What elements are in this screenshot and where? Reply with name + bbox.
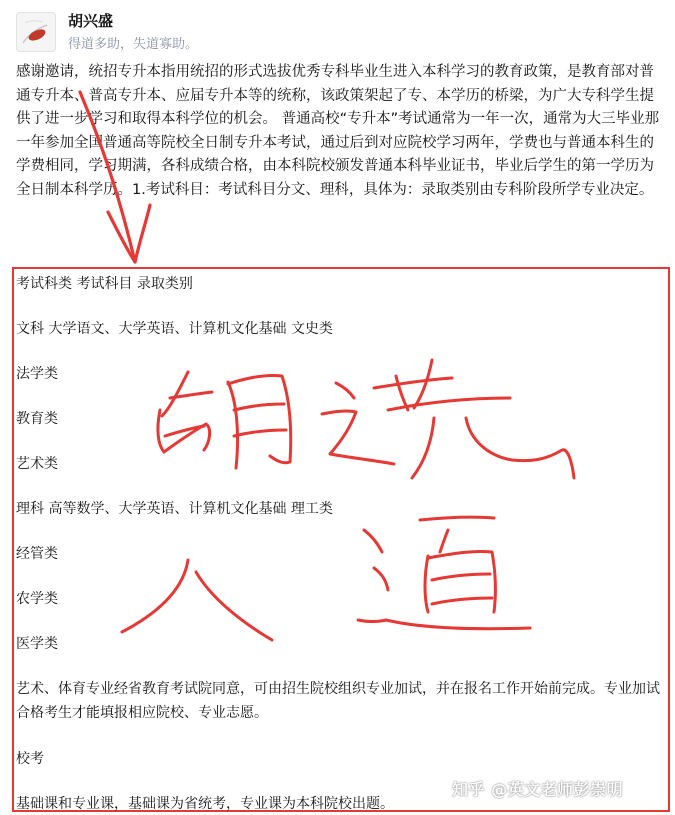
exam-heading: 校考 bbox=[16, 751, 44, 767]
table-row: 文科 大学语文、大学英语、计算机文化基础 文史类 bbox=[16, 321, 333, 337]
author-avatar[interactable] bbox=[16, 12, 56, 52]
table-row: 经管类 bbox=[16, 546, 58, 562]
table-header: 考试科类 考试科目 录取类别 bbox=[16, 276, 193, 292]
exam-note: 艺术、体育专业经省教育考试院同意，可由招生院校组织专业加试，并在报名工作开始前完成。专业加试合格考生才能填报相应院校、专业志愿。 bbox=[16, 681, 660, 721]
answer-intro: 感谢邀请，统招专升本指用统招的形式选拔优秀专科毕业生进入本科学习的教育政策，是教育部对普通专升本、普高专升本、应届专升本等的统称，该政策架起了专、本学历的桥梁，为广大专科学生提供了进一步学习和取得本科学位的机会。 普通高校“专升本”考试通常为一年一次，通常为大三毕业那一年参加全国普通高等院校全日制专升本考试，通过后到对应院校学习两年，学费也与普通本科生的学费相同，学习期满，各科成绩合格，由本科院校颁发普通本科毕业证书，毕业后学生的第一学历为全日制本科学历。1.考试科目：考试科目分文、理科，具体为：录取类别由专科阶段所学专业决定。 bbox=[16, 64, 660, 198]
author-name[interactable]: 胡兴盛 bbox=[68, 12, 114, 30]
author-bio: 得道多助，失道寡助。 bbox=[68, 37, 199, 52]
avatar-image bbox=[17, 13, 55, 51]
exam-text: 基础课和专业课，基础课为省统考，专业课为本科院校出题。 bbox=[16, 796, 394, 812]
table-row: 理科 高等数学、大学英语、计算机文化基础 理工类 bbox=[16, 501, 333, 517]
table-row: 医学类 bbox=[16, 636, 58, 652]
highlight-frame bbox=[12, 267, 670, 812]
table-row: 法学类 bbox=[16, 366, 58, 382]
table-row: 艺术类 bbox=[16, 456, 58, 472]
table-row: 教育类 bbox=[16, 411, 58, 427]
table-row: 农学类 bbox=[16, 591, 58, 607]
watermark: 知乎 @英文老师彭崇明 bbox=[452, 780, 624, 799]
